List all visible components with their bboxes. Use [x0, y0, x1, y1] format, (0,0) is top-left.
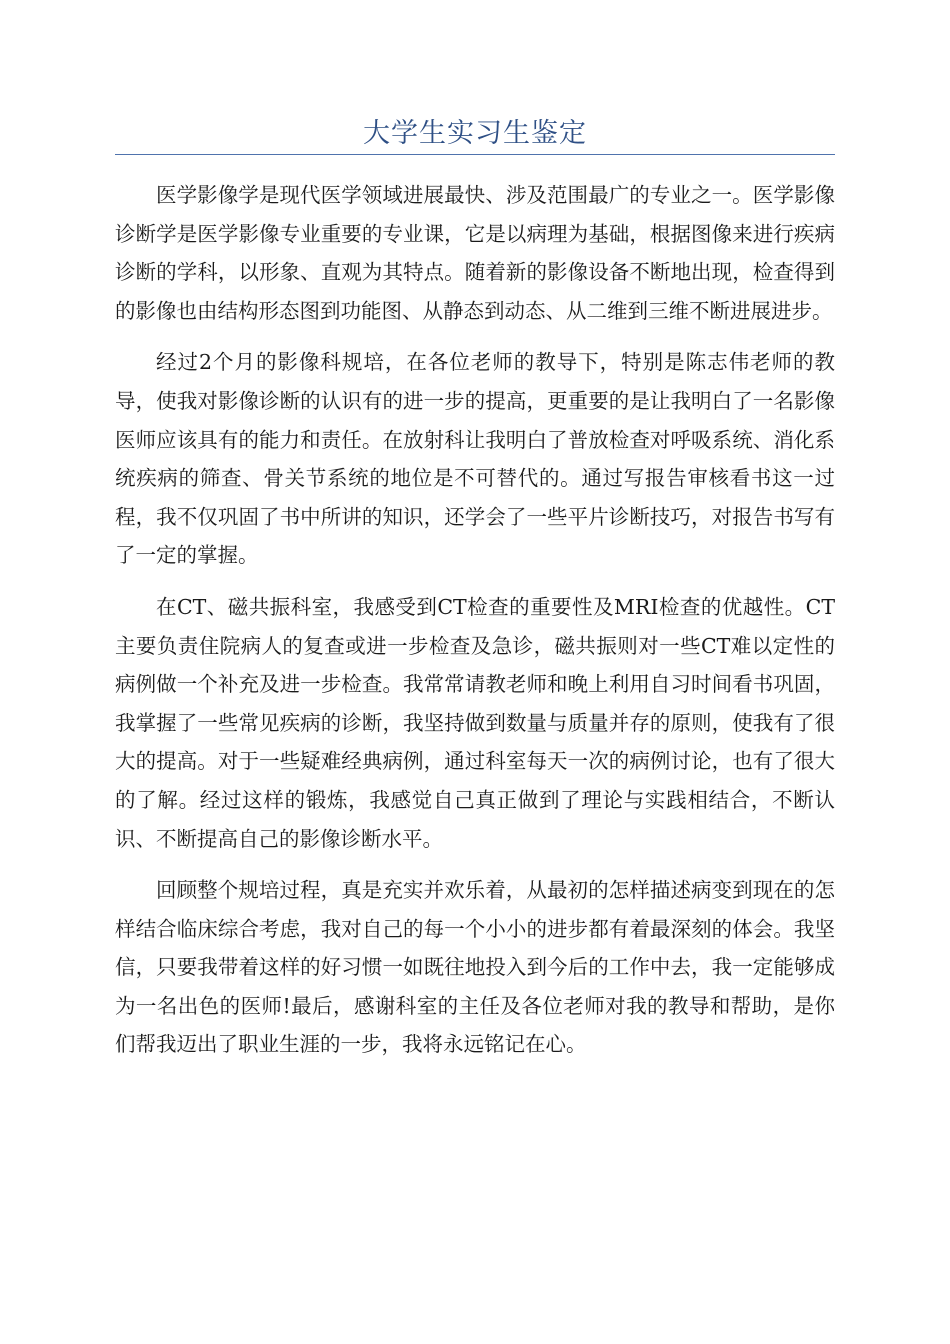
document-body — [115, 176, 835, 1077]
paragraph-2: 经过2个月的影像科规培，在各位老师的教导下，特别是陈志伟老师的教导，使我对影像诊断的认识有的进一步的提高，更重要的是让我明白了一名影像医师应该具有的能力和责任。在放射科让我明白了普放检查对呼吸系统、消化系统疾病的筛查、骨关节系统的地位是不可替代的。通过写报告审核看书这一过程，我不仅巩固了书中所讲的知识，还学会了一些平片诊断技巧，对报告书写有了一定的掌握。 — [115, 350, 835, 568]
paragraph-4: 回顾整个规培过程，真是充实并欢乐着，从最初的怎样描述病变到现在的怎样结合临床综合考虑，我对自己的每一个小小的进步都有着最深刻的体会。我坚信，只要我带着这样的好习惯一如既往地投入到今后的工作中去，我一定能够成为一名出色的医师!最后，感谢科室的主任及各位老师对我的教导和帮助，是你们帮我迈出了职业生涯的一步，我将永远铭记在心。 — [115, 878, 835, 1057]
document-title: 大学生实习生鉴定 — [363, 118, 587, 149]
paragraph-3: 在CT、磁共振科室，我感受到CT检查的重要性及MRI检查的优越性。CT主要负责住院病人的复查或进一步检查及急诊，磁共振则对一些CT难以定性的病例做一个补充及进一步检查。我常常请教老师和晚上利用自习时间看书巩固，我掌握了一些常见疾病的诊断，我坚持做到数量与质量并存的原则，使我有了很大的提高。对于一些疑难经典病例，通过科室每天一次的病例讨论，也有了很大的了解。经过这样的锻炼，我感觉自己真正做到了理论与实践相结合，不断认识、不断提高自己的影像诊断水平。 — [115, 594, 835, 851]
title-underline — [115, 154, 835, 155]
paragraph-1: 医学影像学是现代医学领域进展最快、涉及范围最广的专业之一。医学影像诊断学是医学影像专业重要的专业课，它是以病理为基础，根据图像来进行疾病诊断的学科，以形象、直观为其特点。随着新的影像设备不断地出现，检查得到的影像也由结构形态图到功能图、从静态到动态、从二维到三维不断进展进步。 — [115, 183, 835, 323]
